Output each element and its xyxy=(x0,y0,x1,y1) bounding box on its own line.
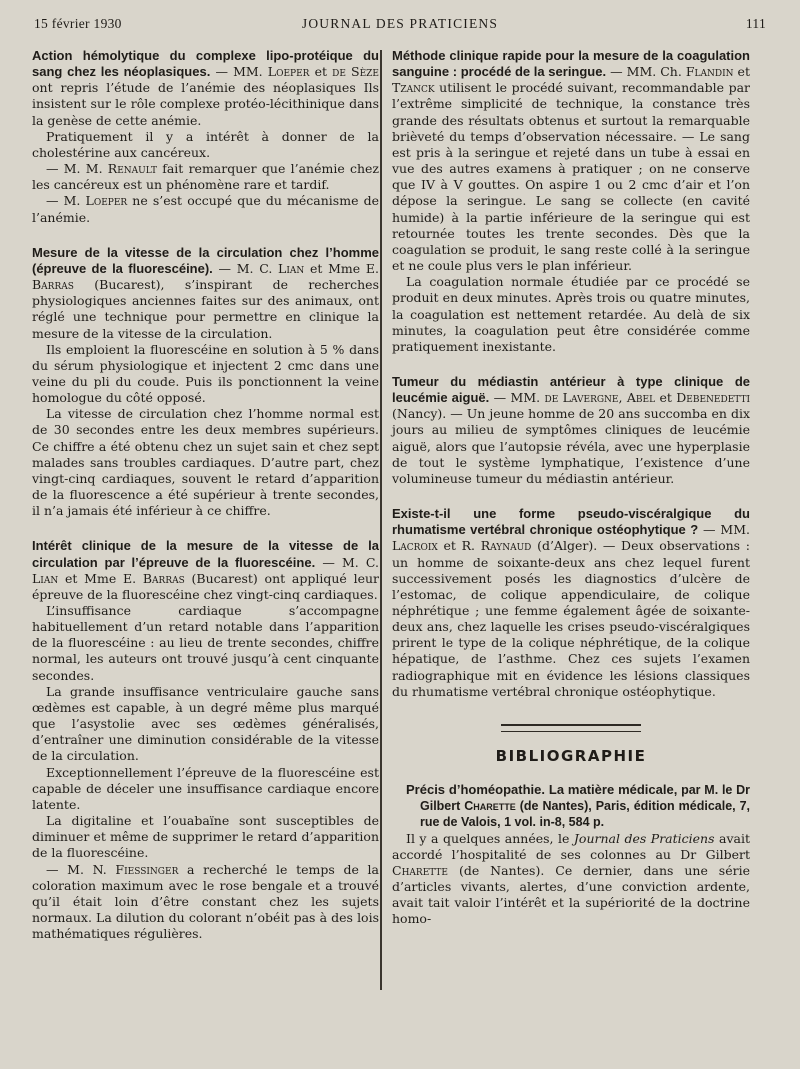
author-name: Lian xyxy=(278,260,305,276)
review-text: (de Nantes). Ce dernier, dans une série d’articles vivants, alertes, d’une conviction ardente, avait tait valoir l’intérêt et la supériorité de la doctrine homo- xyxy=(392,862,750,927)
author-name: Loeper xyxy=(85,193,128,209)
journal-name: Journal des Praticiens xyxy=(573,830,715,846)
reference-text: (de Nantes), Paris, édition médicale, 7, rue de Valois, 1 vol. in-8, 584 p. xyxy=(420,799,750,830)
article-paragraph: Exceptionnellement l’épreuve de la fluorescéine est capable de déceler une insuffisance cardiaque encore latente. xyxy=(32,764,379,812)
article-paragraph xyxy=(32,193,379,225)
author-name: Renault xyxy=(107,161,157,177)
article-paragraph: L’insuffisance cardiaque s’accompagne habituellement d’un retard notable dans l’apparition de la fluorescéine : au lieu de trente secondes, chiffre normal, les auteurs ont trouvé jusqu’à cent cinquante secondes. xyxy=(32,603,379,683)
article-text: et xyxy=(655,390,677,406)
book-reference xyxy=(406,782,750,830)
article-text: — M. M. xyxy=(46,161,108,177)
article-circulation-speed xyxy=(32,245,379,520)
article-text: (Nancy). — Un jeune homme de 20 ans succomba en dix jours au milieu de symptômes cliniques de leucémie aiguë, alors que l’autopsie révéla, avec une hyperplasie de tout le système lymphatique, l’existence d’une volumineuse tumeur du médiastin antérieur. xyxy=(392,406,750,486)
article-title: Méthode clinique rapide pour la mesure de la coagulation sanguine : procédé de la seringue. xyxy=(392,48,750,80)
article-paragraph xyxy=(32,48,379,129)
bibliography-header xyxy=(392,724,750,764)
article-paragraph: La coagulation normale étudiée par ce procédé se produit en deux minutes. Après trois ou quatre minutes, la coagulation est nettement retardée. Au delà de six minutes, la coagulation peut être considérée comme pratiquement inexistante. xyxy=(392,274,750,354)
article-text: — M. xyxy=(46,193,86,209)
author-name: de Sèze xyxy=(332,64,379,80)
page-number: 111 xyxy=(745,16,766,31)
article-text: , xyxy=(618,390,627,406)
article-title: Intérêt clinique de la mesure de la vitesse de la circulation par l’épreuve de la fluorescéine. xyxy=(32,538,379,570)
article-text: — M. C. xyxy=(212,260,279,276)
article-pseudo-visceralgic xyxy=(392,506,750,700)
article-paragraph: La vitesse de circulation chez l’homme normal est de 30 secondes entre les deux membres supérieurs. Ce chiffre a été obtenu chez un sujet sain et chez sept malades sans troubles cardiaques. D’autre part, chez vingt-cinq cardiaques, souvent le retard d’apparition de la fluorescence a été supérieur à trente secondes, il n’a jamais été inférieur à ce chiffre. xyxy=(32,406,379,519)
article-paragraph xyxy=(392,374,750,487)
author-name: Charette xyxy=(392,862,449,878)
article-text: — M. N. xyxy=(46,861,116,877)
review-text: Il y a quelques années, le xyxy=(406,830,574,846)
page-header xyxy=(34,14,766,34)
article-paragraph: La grande insuffisance ventriculaire gauche sans œdèmes est capable, à un degré même plus marqué que l’asystolie avec ses œdèmes généralisés, d’entraîner une diminution considérable de la vitesse de la circulation. xyxy=(32,683,379,764)
article-text: (d’Alger). — Deux observations : un homme de soixante-deux ans chez lequel furent successivement posés les diagnostics d’ulcère de l’estomac, de colique appendiculaire, de colique néphrétique ; une femme également âgée de soixante-deux ans, chez laquelle les crises pseudo-viscéralgiques prirent le type de la colique néphrétique, de la colique hépatique, de l’asthme. Chez ces sujets l’examen radiographique mit en évidence les lésions classiques du rhumatisme vertébral chronique ostéophytique. xyxy=(392,538,750,699)
bibliography-entry xyxy=(392,782,750,927)
bibliography-heading: BIBLIOGRAPHIE xyxy=(495,746,647,765)
article-paragraph: La digitaline et l’ouabaïne sont susceptibles de diminuer et même de supprimer le retard d’apparition de la fluorescéine. xyxy=(32,813,379,861)
author-name: Barras xyxy=(32,277,74,293)
author-name: Fiessinger xyxy=(115,861,179,877)
book-title: Précis d’homéopathie. La matière médicale, xyxy=(406,782,678,798)
article-text: ne s’est occupé que du mécanisme de l’anémie. xyxy=(32,193,379,225)
author-name: Abel xyxy=(626,390,656,406)
author-name: Flandin xyxy=(685,64,734,80)
article-text: — MM. Ch. xyxy=(606,64,686,80)
reference-text: par M. le Dr Gilbert xyxy=(420,783,751,814)
article-text: (Bucarest) ont appliqué leur épreuve de la fluorescéine chez vingt-cinq cardiaques. xyxy=(32,570,379,602)
article-paragraph xyxy=(32,161,379,193)
article-text: — MM. xyxy=(489,390,545,406)
author-name: Charette xyxy=(464,799,516,814)
author-name: Lacroix xyxy=(392,538,438,554)
article-mediastinum-tumor xyxy=(392,374,750,487)
author-name: Lian xyxy=(32,570,59,586)
author-name: Barras xyxy=(142,570,185,586)
review-text: avait accordé l’hospitalité de ses colonnes au Dr Gilbert xyxy=(392,830,751,862)
article-paragraph xyxy=(392,48,750,274)
article-text: — MM. xyxy=(210,64,268,80)
article-paragraph: Pratiquement il y a intérêt à donner de la cholestérine aux cancéreux. xyxy=(32,128,379,160)
article-paragraph xyxy=(32,862,379,943)
review-paragraph xyxy=(392,831,750,928)
article-clinical-interest xyxy=(32,538,379,942)
article-paragraph xyxy=(32,245,379,342)
article-text: — MM. xyxy=(698,522,750,538)
article-text: et xyxy=(309,64,333,80)
article-title: Mesure de la vitesse de la circulation chez l’homme (épreuve de la fluorescéine). xyxy=(32,244,379,276)
right-column xyxy=(392,48,750,928)
article-text: utilisent le procédé suivant, recommandable par l’extrême simplicité de technique, la constance très grande des résultats obtenus et surtout la remarquable brièveté du temps d’observation nécessaire. — Le sang est pris à la seringue et rejeté dans un tube à essai en vue des autres examens à pratiquer ; on ne conserve que IV à V gouttes. On aspire 1 ou 2 cmc d’air et l’on dépose la seringue. Le sang se collecte (en cavité humide) à la partie inférieure de la seringue qui est retournée toutes les trente secondes. Dès que la coagulation se produit, le sang reste collé à la seringue et ne coule plus vers le plan inférieur. xyxy=(392,80,750,274)
article-text: et xyxy=(733,64,750,80)
article-text: fait remarquer que l’anémie chez les cancéreux est un phénomène rare et tardif. xyxy=(32,161,380,193)
article-text: (Bucarest), s’inspirant de recherches physiologiques anciennes faites sur des animaux, ont réglé une technique pour permettre en clinique la mesure de la vitesse de la circulation. xyxy=(32,277,379,341)
article-title: Tumeur du médiastin antérieur à type clinique de leucémie aiguë. xyxy=(392,373,750,406)
article-text: et Mme E. xyxy=(58,570,143,586)
author-name: Raynaud xyxy=(480,538,532,554)
article-coagulation-method xyxy=(392,48,750,355)
author-name: Tzanck xyxy=(392,80,435,96)
article-title: Action hémolytique du complexe lipo-protéique du sang chez les néoplasiques. xyxy=(32,48,379,80)
journal-title: JOURNAL DES PRATICIENS xyxy=(301,16,499,31)
issue-date: 15 février 1930 xyxy=(34,16,122,31)
article-paragraph xyxy=(392,506,750,700)
author-name: Debenedetti xyxy=(676,390,751,406)
article-title: Existe-t-il une forme pseudo-viscéralgique du rhumatisme vertébral chronique ostéophytique ? xyxy=(392,506,750,538)
article-paragraph xyxy=(32,538,379,603)
ornamental-rule xyxy=(501,724,641,732)
article-text: a recherché le temps de la coloration maximum avec le rose bengale et a trouvé qu’il était loin d’être constant chez les sujets normaux. La dilution du colorant n’obéit pas à des lois mathématiques régulières. xyxy=(32,861,379,942)
left-column xyxy=(32,48,379,961)
article-paragraph: Ils emploient la fluorescéine en solution à 5 % dans du sérum physiologique et injectent 2 cmc dans une veine du pli du coude. Puis ils ponctionnent la veine homologue du côté opposé. xyxy=(32,341,379,406)
article-hemolytic-action xyxy=(32,48,379,226)
article-text: — M. C. xyxy=(315,554,379,570)
author-name: Loeper xyxy=(267,64,310,80)
article-text: et Mme E. xyxy=(304,260,379,276)
column-divider xyxy=(380,50,382,990)
article-text: et R. xyxy=(437,538,481,554)
author-name: de Lavergne xyxy=(544,390,619,406)
article-text: ont repris l’étude de l’anémie des néoplasiques Ils insistent sur le rôle complexe protéo-lécithinique dans la genèse de cette anémie. xyxy=(32,80,379,128)
